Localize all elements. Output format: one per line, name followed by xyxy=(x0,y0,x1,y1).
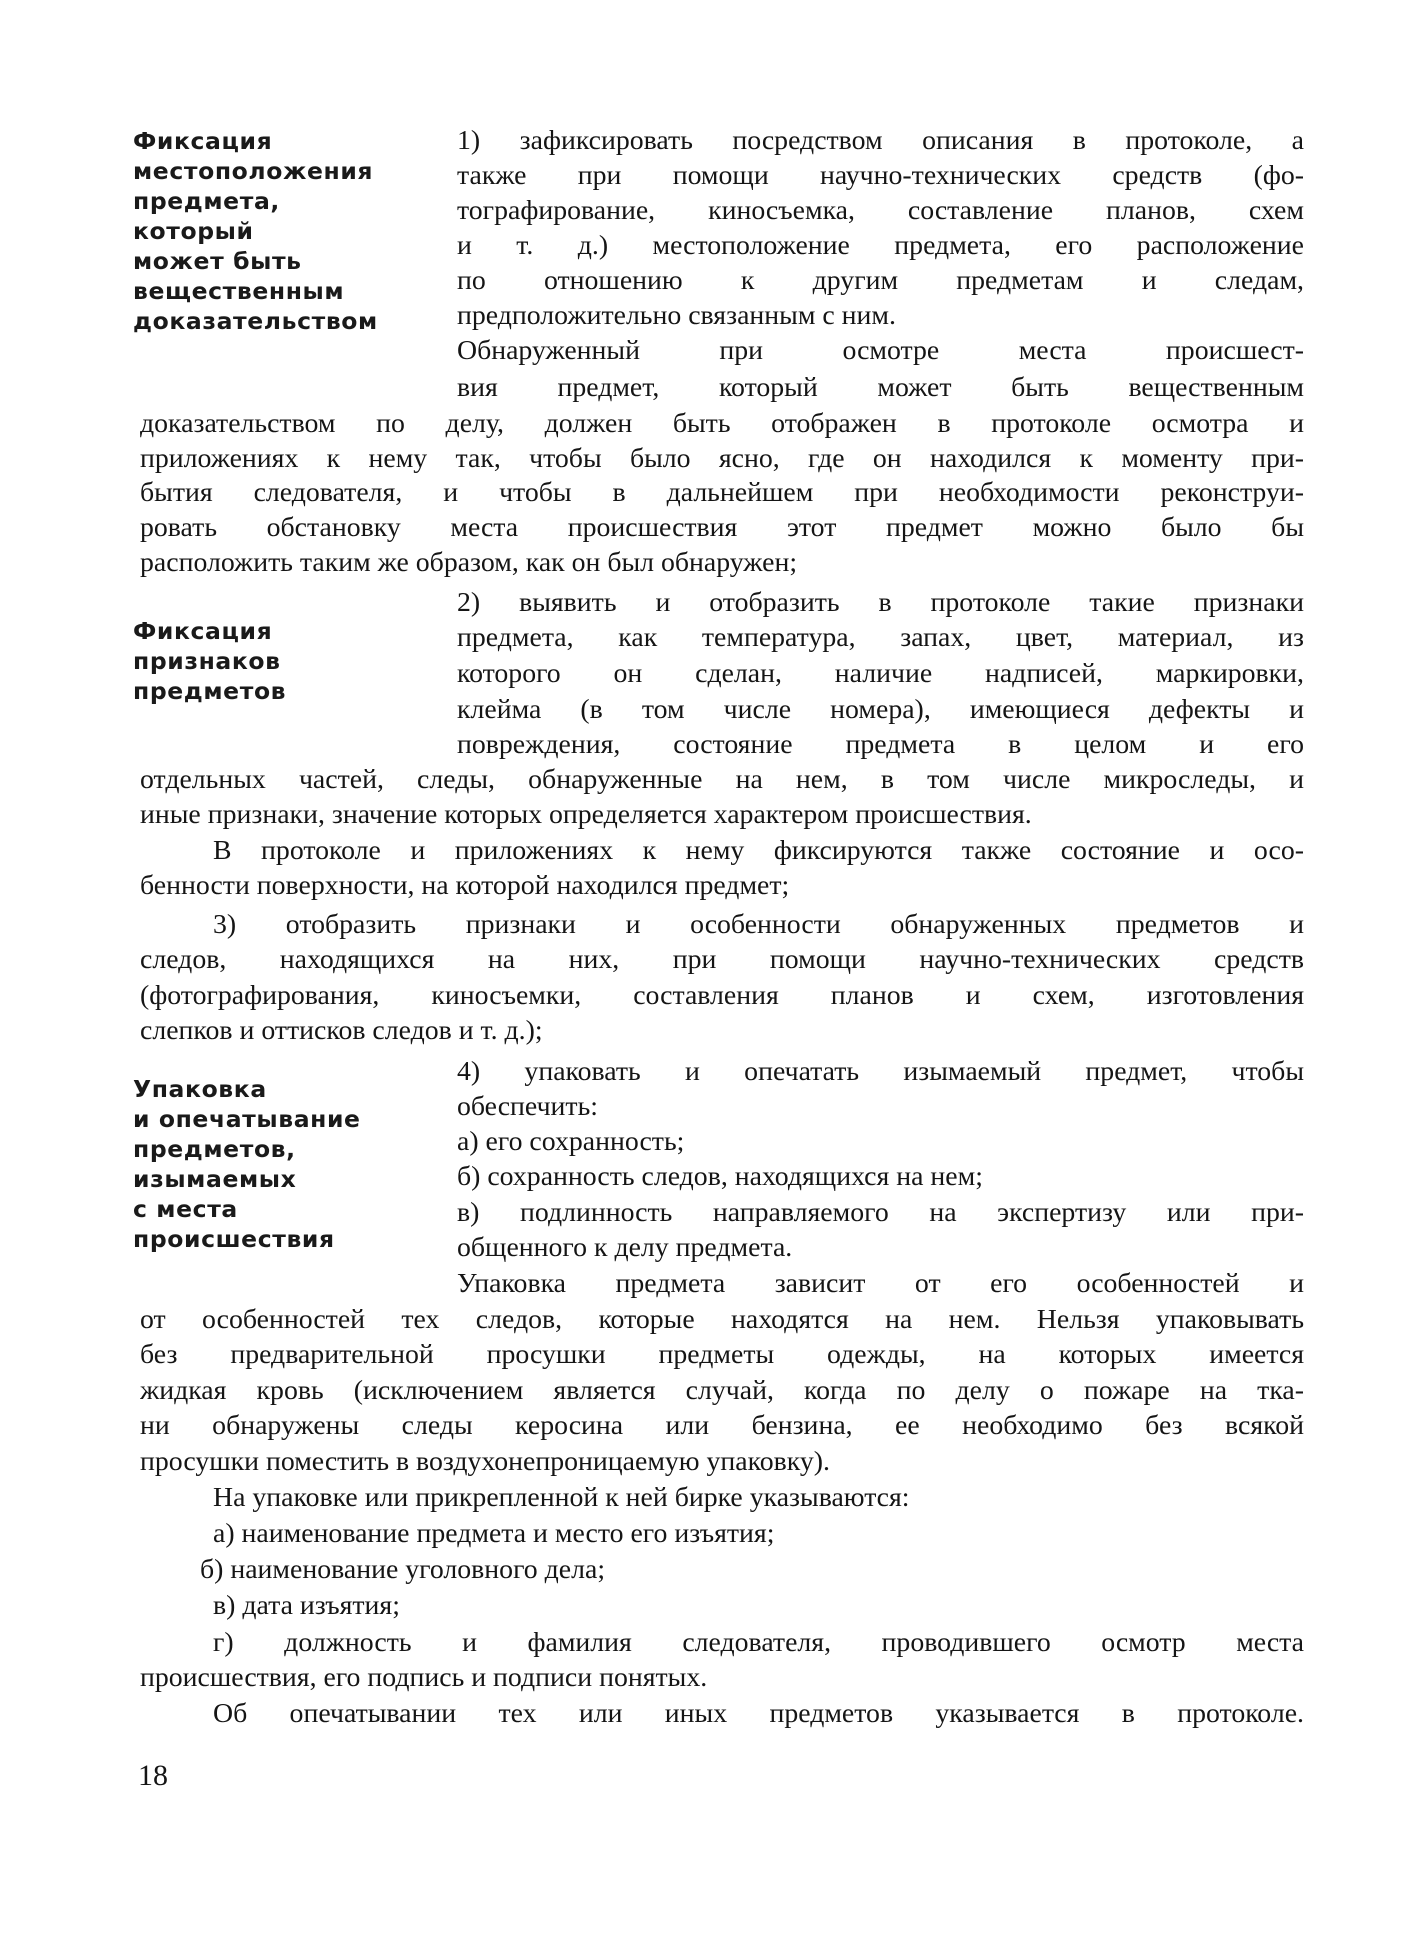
margin-note-line: местоположения xyxy=(133,157,374,185)
text-line: а) его сохранность; xyxy=(457,1126,685,1157)
text-line: доказательством по делу, должен быть отображен в протоколе осмотра и xyxy=(140,408,1304,439)
margin-note-line: изымаемых xyxy=(133,1165,297,1193)
text-line: 2) выявить и отобразить в протоколе такие признаки xyxy=(457,587,1304,618)
text-line: тографирование, киносъемка, составление планов, схем xyxy=(457,195,1304,226)
text-line: Обнаруженный при осмотре места происшест- xyxy=(457,335,1304,366)
text-line: предположительно связанным с ним. xyxy=(457,300,896,331)
text-line: Об опечатывании тех или иных предметов указывается в протоколе. xyxy=(213,1698,1304,1729)
margin-note-line: Фиксация xyxy=(133,127,273,155)
margin-note-line: с места xyxy=(133,1195,238,1223)
margin-note-line: предметов, xyxy=(133,1135,296,1163)
text-line: б) наименование уголовного дела; xyxy=(200,1554,606,1585)
margin-note-line: и опечатывание xyxy=(133,1105,361,1133)
text-line: жидкая кровь (исключением является случай, когда по делу о пожаре на тка- xyxy=(140,1375,1304,1406)
margin-note-line: предметов xyxy=(133,677,287,705)
text-line: по отношению к другим предметам и следам, xyxy=(457,265,1304,296)
text-line: и т. д.) местоположение предмета, его расположение xyxy=(457,230,1304,261)
text-line: от особенностей тех следов, которые находятся на нем. Нельзя упаковывать xyxy=(140,1304,1304,1335)
margin-note-line: который xyxy=(133,217,254,245)
margin-note-features xyxy=(133,616,286,706)
margin-note-line: Фиксация xyxy=(133,617,273,645)
text-line: отдельных частей, следы, обнаруженные на нем, в том числе микроследы, и xyxy=(140,764,1304,795)
text-line: г) должность и фамилия следователя, проводившего осмотр места xyxy=(213,1627,1304,1658)
margin-note-line: предмета, xyxy=(133,187,280,215)
page-number: 18 xyxy=(138,1759,168,1792)
text-line: В протоколе и приложениях к нему фиксируются также состояние и осо- xyxy=(213,835,1304,866)
margin-note-location xyxy=(133,126,378,336)
text-line: также при помощи научно-технических средств (фо- xyxy=(457,160,1304,191)
text-line: просушки поместить в воздухонепроницаемую упаковку). xyxy=(140,1446,830,1477)
margin-note-line: может быть xyxy=(133,247,302,275)
margin-note-line: происшествия xyxy=(133,1225,335,1253)
text-line: без предварительной просушки предметы одежды, на которых имеется xyxy=(140,1339,1304,1370)
text-line: приложениях к нему так, чтобы было ясно, где он находился к моменту при- xyxy=(140,443,1304,474)
text-line: повреждения, состояние предмета в целом и его xyxy=(457,729,1304,760)
margin-note-line: признаков xyxy=(133,647,281,675)
margin-note-line: вещественным xyxy=(133,277,345,305)
text-line: 1) зафиксировать посредством описания в протоколе, а xyxy=(457,125,1304,156)
text-line: следов, находящихся на них, при помощи научно-технических средств xyxy=(140,944,1304,975)
text-line: обеспечить: xyxy=(457,1091,598,1122)
text-line: ни обнаружены следы керосина или бензина, ее необходимо без всякой xyxy=(140,1410,1304,1441)
text-line: в) подлинность направляемого на экспертизу или при- xyxy=(457,1197,1304,1228)
text-line: бытия следователя, и чтобы в дальнейшем при необходимости реконструи- xyxy=(140,477,1304,508)
text-line: предмета, как температура, запах, цвет, материал, из xyxy=(457,622,1304,653)
text-line: 3) отобразить признаки и особенности обнаруженных предметов и xyxy=(213,909,1304,940)
text-line: происшествия, его подпись и подписи понятых. xyxy=(140,1662,708,1693)
text-line: Упаковка предмета зависит от его особенностей и xyxy=(457,1268,1304,1299)
margin-note-line: доказательством xyxy=(133,307,378,335)
text-line: в) дата изъятия; xyxy=(213,1590,400,1621)
margin-note-line: Упаковка xyxy=(133,1075,267,1103)
text-line: которого он сделан, наличие надписей, маркировки, xyxy=(457,658,1304,689)
text-line: бенности поверхности, на которой находился предмет; xyxy=(140,870,790,901)
text-line: б) сохранность следов, находящихся на нем; xyxy=(457,1161,983,1192)
text-line: расположить таким же образом, как он был обнаружен; xyxy=(140,547,798,578)
text-line: (фотографирования, киносъемки, составления планов и схем, изготовления xyxy=(140,980,1304,1011)
text-line: а) наименование предмета и место его изъятия; xyxy=(213,1518,775,1549)
text-line: слепков и оттисков следов и т. д.); xyxy=(140,1015,543,1046)
text-line: 4) упаковать и опечатать изымаемый предмет, чтобы xyxy=(457,1056,1304,1087)
text-line: иные признаки, значение которых определяется характером происшествия. xyxy=(140,799,1032,830)
text-line: ровать обстановку места происшествия этот предмет можно было бы xyxy=(140,512,1304,543)
margin-note-packing xyxy=(133,1074,361,1254)
text-line: клейма (в том числе номера), имеющиеся дефекты и xyxy=(457,694,1304,725)
text-line: вия предмет, который может быть вещественным xyxy=(457,372,1304,403)
text-line: На упаковке или прикрепленной к ней бирке указываются: xyxy=(213,1482,910,1513)
text-line: общенного к делу предмета. xyxy=(457,1232,793,1263)
